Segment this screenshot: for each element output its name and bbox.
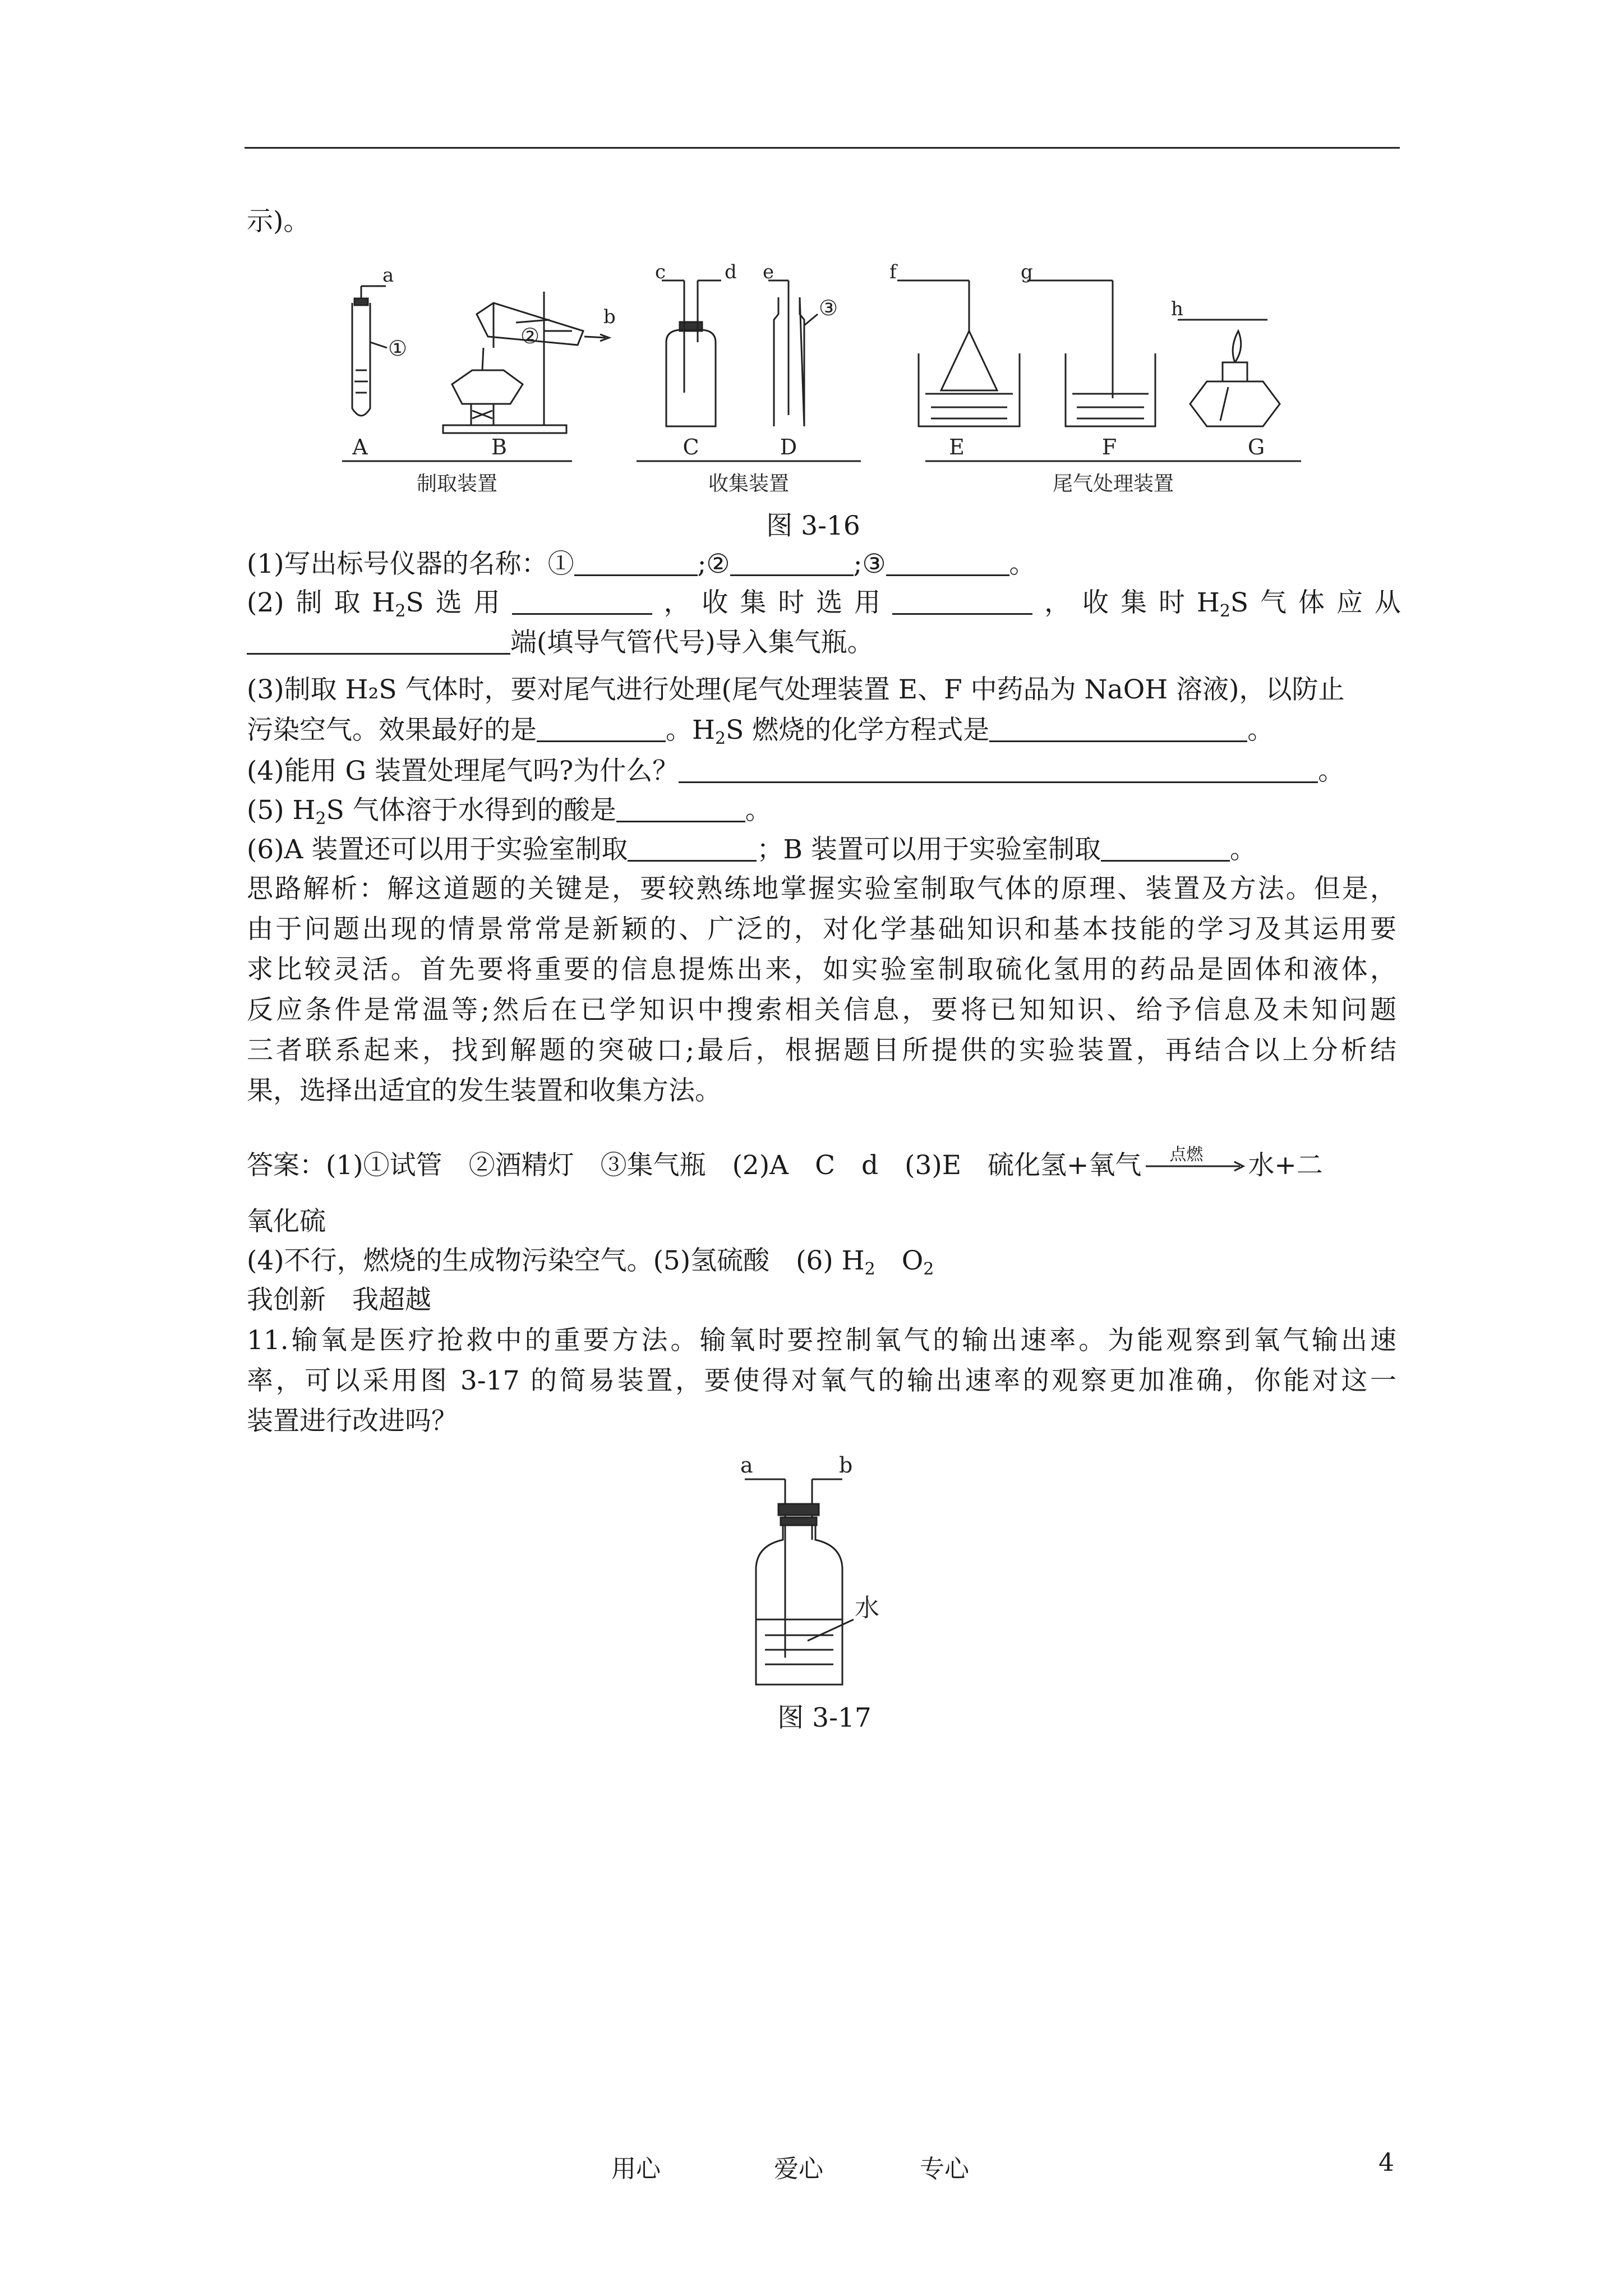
header-rule xyxy=(245,147,1400,149)
analysis-line-6: 果，选择出适宜的发生装置和收集方法。 xyxy=(247,1075,721,1106)
label-e: e xyxy=(763,264,774,283)
section-heading: 我创新 我超越 xyxy=(247,1285,431,1315)
answer-line-3: (4)不行，燃烧的生成物污染空气。(5)氢硫酸 (6) $H_2$ $O_2$ xyxy=(247,1245,934,1279)
device-label-b: B xyxy=(491,435,507,459)
fig317-label-b: b xyxy=(839,1456,853,1478)
apparatus-a-test-tube xyxy=(352,286,387,416)
apparatus-g-alcohol-lamp xyxy=(1178,320,1280,426)
label-d: d xyxy=(725,264,737,283)
question-3-line-2: 污染空气。效果最好的是 。$H_2S$ 燃烧的化学方程式是 。 xyxy=(247,715,1274,748)
device-label-d: D xyxy=(780,435,797,459)
footer-text-2: 爱心 xyxy=(774,2155,823,2183)
fig317-label-a: a xyxy=(740,1456,753,1478)
apparatus-d-bottle xyxy=(768,280,818,426)
question-6: (6)A 装置还可以用于实验室制取 ；B 装置可以用于实验室制取 。 xyxy=(247,834,1256,865)
group-label-tail-gas: 尾气处理装置 xyxy=(1052,472,1174,495)
device-label-c: C xyxy=(683,435,699,459)
question-1: (1)写出标号仪器的名称：① ;② ;③ 。 xyxy=(247,549,1036,579)
device-label-g: G xyxy=(1247,435,1265,459)
analysis-line-1: 思路解析：解这道题的关键是，要较熟练地掌握实验室制取气体的原理、装置及方法。但是， xyxy=(247,873,1396,904)
marker-2: ② xyxy=(520,324,540,348)
question-3-line-1: (3)制取 H₂S 气体时，要对尾气进行处理(尾气处理装置 E、F 中药品为 NaOH 溶液)，以防止 xyxy=(247,674,1345,705)
intro-text: 示)。 xyxy=(247,206,310,237)
device-label-a: A xyxy=(352,435,368,459)
figure-3-16-caption: 图 3-16 xyxy=(766,510,860,541)
question-4: (4)能用 G 装置处理尾气吗?为什么？ 。 xyxy=(247,756,1345,786)
apparatus-e-beaker-funnel xyxy=(897,280,1020,426)
analysis-line-5: 三者联系起来，找到解题的突破口;最后，根据题目所提供的实验装置，再结合以上分析结 xyxy=(247,1035,1396,1066)
group-label-production: 制取装置 xyxy=(416,472,498,495)
page-number: 4 xyxy=(1378,2148,1394,2177)
label-h: h xyxy=(1171,298,1183,320)
fig317-label-water: 水 xyxy=(855,1594,879,1622)
label-a: a xyxy=(382,264,394,287)
device-label-f: F xyxy=(1101,435,1117,459)
question-11-line-1: 11.输氧是医疗抢救中的重要方法。输氧时要控制氧气的输出速率。为能观察到氧气输出速 xyxy=(247,1325,1396,1356)
label-c: c xyxy=(655,264,666,283)
label-g: g xyxy=(1021,264,1033,283)
label-f: f xyxy=(889,264,897,283)
question-2-line-2: 端(填导气管代号)导入集气瓶。 xyxy=(247,626,1396,660)
device-label-e: E xyxy=(949,435,965,459)
footer-text-3: 专心 xyxy=(920,2155,969,2183)
question-11-line-3: 装置进行改进吗？ xyxy=(247,1406,458,1437)
analysis-line-3: 求比较灵活。首先要将重要的信息提炼出来，如实验室制取硫化氢用的药品是固体和液体， xyxy=(247,954,1396,985)
answer-line-2: 氧化硫 xyxy=(247,1206,326,1237)
question-2-line-1: (2) 制 取 $H_2S$ 选 用 ， 收 集 时 选 用 ， 收 集 时 $H_2S$ 气 体 应 从 xyxy=(247,587,1401,621)
apparatus-f-beaker-pipe xyxy=(1027,280,1155,426)
reaction-arrow xyxy=(1141,1145,1248,1179)
apparatus-b-heating-setup xyxy=(443,292,609,433)
question-11-line-2: 率，可以采用图 3-17 的简易装置，要使得对氧气的输出速率的观察更加准确，你能对这一 xyxy=(247,1365,1396,1396)
figure-3-16 xyxy=(325,264,1312,505)
analysis-line-2: 由于问题出现的情景常常是新颖的、广泛的，对化学基础知识和基本技能的学习及其运用要 xyxy=(247,914,1396,945)
figure-3-17 xyxy=(723,1456,925,1697)
label-b: b xyxy=(603,306,616,328)
answer-line-1: 答案：(1)①试管 ②酒精灯 ③集气瓶 (2)A C d (3)E 硫化氢+氧气 点燃 水+二 xyxy=(247,1149,1396,1182)
question-5: (5) $H_2S$ 气体溶于水得到的酸是 。 xyxy=(247,795,772,829)
marker-3: ③ xyxy=(819,296,838,320)
reaction-condition: 点燃 xyxy=(1169,1145,1204,1165)
figure-3-17-caption: 图 3-17 xyxy=(777,1703,872,1733)
analysis-line-4: 反应条件是常温等;然后在已学知识中搜索相关信息，要将已知知识、给予信息及未知问题 xyxy=(247,995,1396,1025)
marker-1: ① xyxy=(388,336,408,361)
footer-text-1: 用心 xyxy=(611,2155,661,2183)
apparatus-c-bottle xyxy=(662,280,721,426)
group-label-collection: 收集装置 xyxy=(708,472,790,495)
